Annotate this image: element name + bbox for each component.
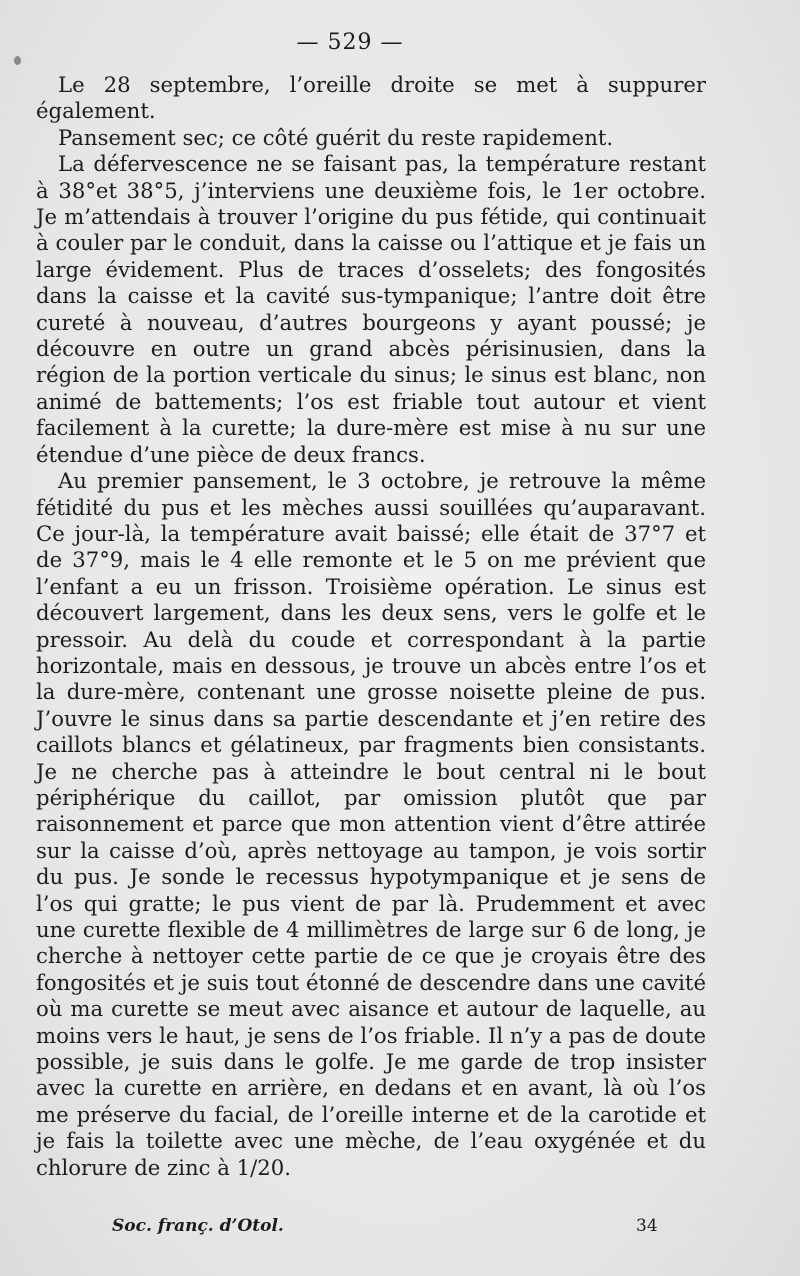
page-number: — 529 — [296,30,404,55]
footer-signature-number: 34 [636,1216,658,1236]
ink-speck [14,56,21,65]
paragraph-4: Au premier pansement, le 3 octobre, je retrouve la même fétidité du pus et les mèches aussi souillées qu’auparavant. Ce jour-là, la température avait baissé; elle était de 37°7 et de 37°9, mais le 4 elle remonte et le 5 on me prévient que l’enfant a eu un frisson. Troisième opération. Le sinus est découvert largement, dans les deux sens, vers le golfe et le pressoir. Au delà du coude et correspondant à la partie horizontale, mais en dessous, je trouve un abcès entre l’os et la dure-mère, contenant une grosse noisette pleine de pus. J’ouvre le sinus dans sa partie descendante et j’en retire des caillots blancs et gélatineux, par fragments bien consistants. Je ne cherche pas à atteindre le bout central ni le bout périphérique du caillot, par omission plutôt que par raisonnement et parce que mon attention vient d’être attirée sur la caisse d’où, après nettoyage au tampon, je vois sortir du pus. Je sonde le recessus hypotympanique et je sens de l’os qui gratte; le pus vient de par là. Prudemment et avec une curette flexible de 4 millimètres de large sur 6 de long, je cherche à nettoyer cette partie de ce que je croyais être des fongosités et je suis tout étonné de descendre dans une cavité où ma curette se meut avec aisance et autour de laquelle, au moins vers le haut, je sens de l’os friable. Il n’y a pas de doute possible, je suis dans le golfe. Je me garde de trop insister avec la curette en arrière, en dedans et en avant, là où l’os me préserve du facial, de l’oreille interne et de la carotide et je fais la toilette avec une mèche, de l’eau oxygénée et du chlorure de zinc à 1/20. [36,468,707,1180]
body-text [36,72,706,1181]
paragraph-2: Pansement sec; ce côté guérit du reste rapidement. [58,124,614,150]
page-footer [0,1216,800,1246]
paragraph-3: La défervescence ne se faisant pas, la température restant à 38°et 38°5, j’interviens une deuxième fois, le 1er octobre. Je m’attendais à trouver l’origine du pus fétide, qui continuait à couler par le conduit, dans la caisse ou l’attique et je fais un large évidement. Plus de traces d’osselets; des fongosités dans la caisse et la cavité sus-tympanique; l’antre doit être cureté à nouveau, d’autres bourgeons y ayant poussé; je découvre en outre un grand abcès périsinusien, dans la région de la portion verticale du sinus; le sinus est blanc, non animé de battements; l’os est friable tout autour et vient facilement à la curette; la dure-mère est mise à nu sur une étendue d’une pièce de deux francs. [36,151,706,467]
paragraph-1: Le 28 septembre, l’oreille droite se met à suppurer également. [36,72,706,124]
footer-journal-name: Soc. franç. d’Otol. [112,1216,284,1236]
